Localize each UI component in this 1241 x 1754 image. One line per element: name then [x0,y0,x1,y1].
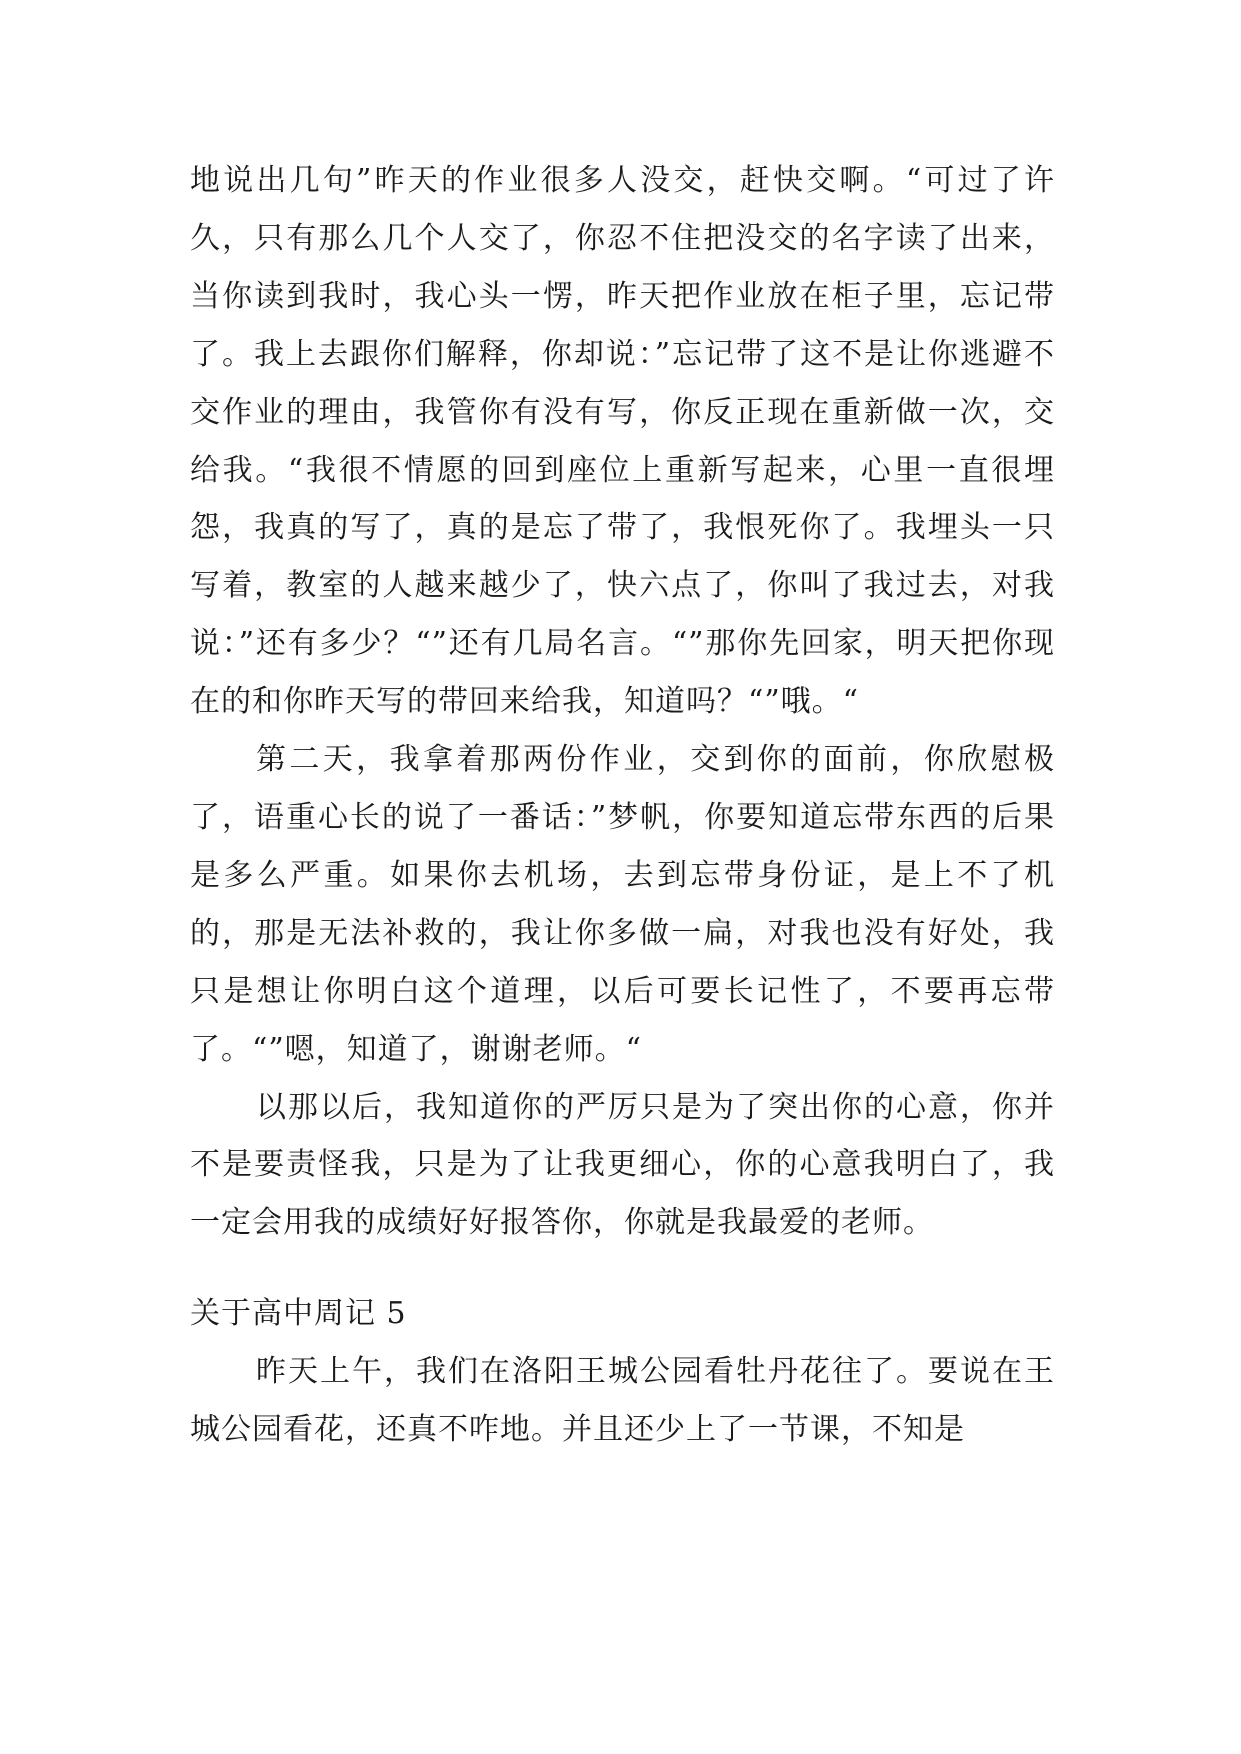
section-heading: 关于高中周记 5 [190,1296,407,1332]
paragraph-3: 以那以后，我知道你的严厉只是为了突出你的心意，你并不是要责怪我，只是为了让我更细心，你的心意我明白了，我一定会用我的成绩好好报答你，你就是我最爱的老师。 [190,1089,1055,1241]
paragraph-2: 第二天，我拿着那两份作业，交到你的面前，你欣慰极了，语重心长的说了一番话：”梦帆，你要知道忘带东西的后果是多么严重。如果你去机场，去到忘带身份证，是上不了机的，那是无法补救的，我让你多做一扁，对我也没有好处，我只是想让你明白这个道理，以后可要长记性了，不要再忘带了。“”嗯，知道了，谢谢老师。“ [190,742,1055,1067]
paragraph-1: 地说出几句”昨天的作业很多人没交，赶快交啊。“可过了许久，只有那么几个人交了，你忍不住把没交的名字读了出来，当你读到我时，我心头一愣，昨天把作业放在柜子里，忘记带了。我上去跟你们解释，你却说：”忘记带了这不是让你逃避不交作业的理由，我管你有没有写，你反正现在重新做一次，交给我。“我很不情愿的回到座位上重新写起来，心里一直很埋怨，我真的写了，真的是忘了带了，我恨死你了。我埋头一只写着，教室的人越来越少了，快六点了，你叫了我过去，对我说：”还有多少？“”还有几局名言。“”那你先回家，明天把你现在的和你昨天写的带回来给我，知道吗？“”哦。“ [190,163,1055,720]
paragraph-4: 昨天上午，我们在洛阳王城公园看牡丹花往了。要说在王城公园看花，还真不咋地。并且还少上了一节课，不知是 [190,1354,1055,1448]
document-body [190,152,1055,1459]
